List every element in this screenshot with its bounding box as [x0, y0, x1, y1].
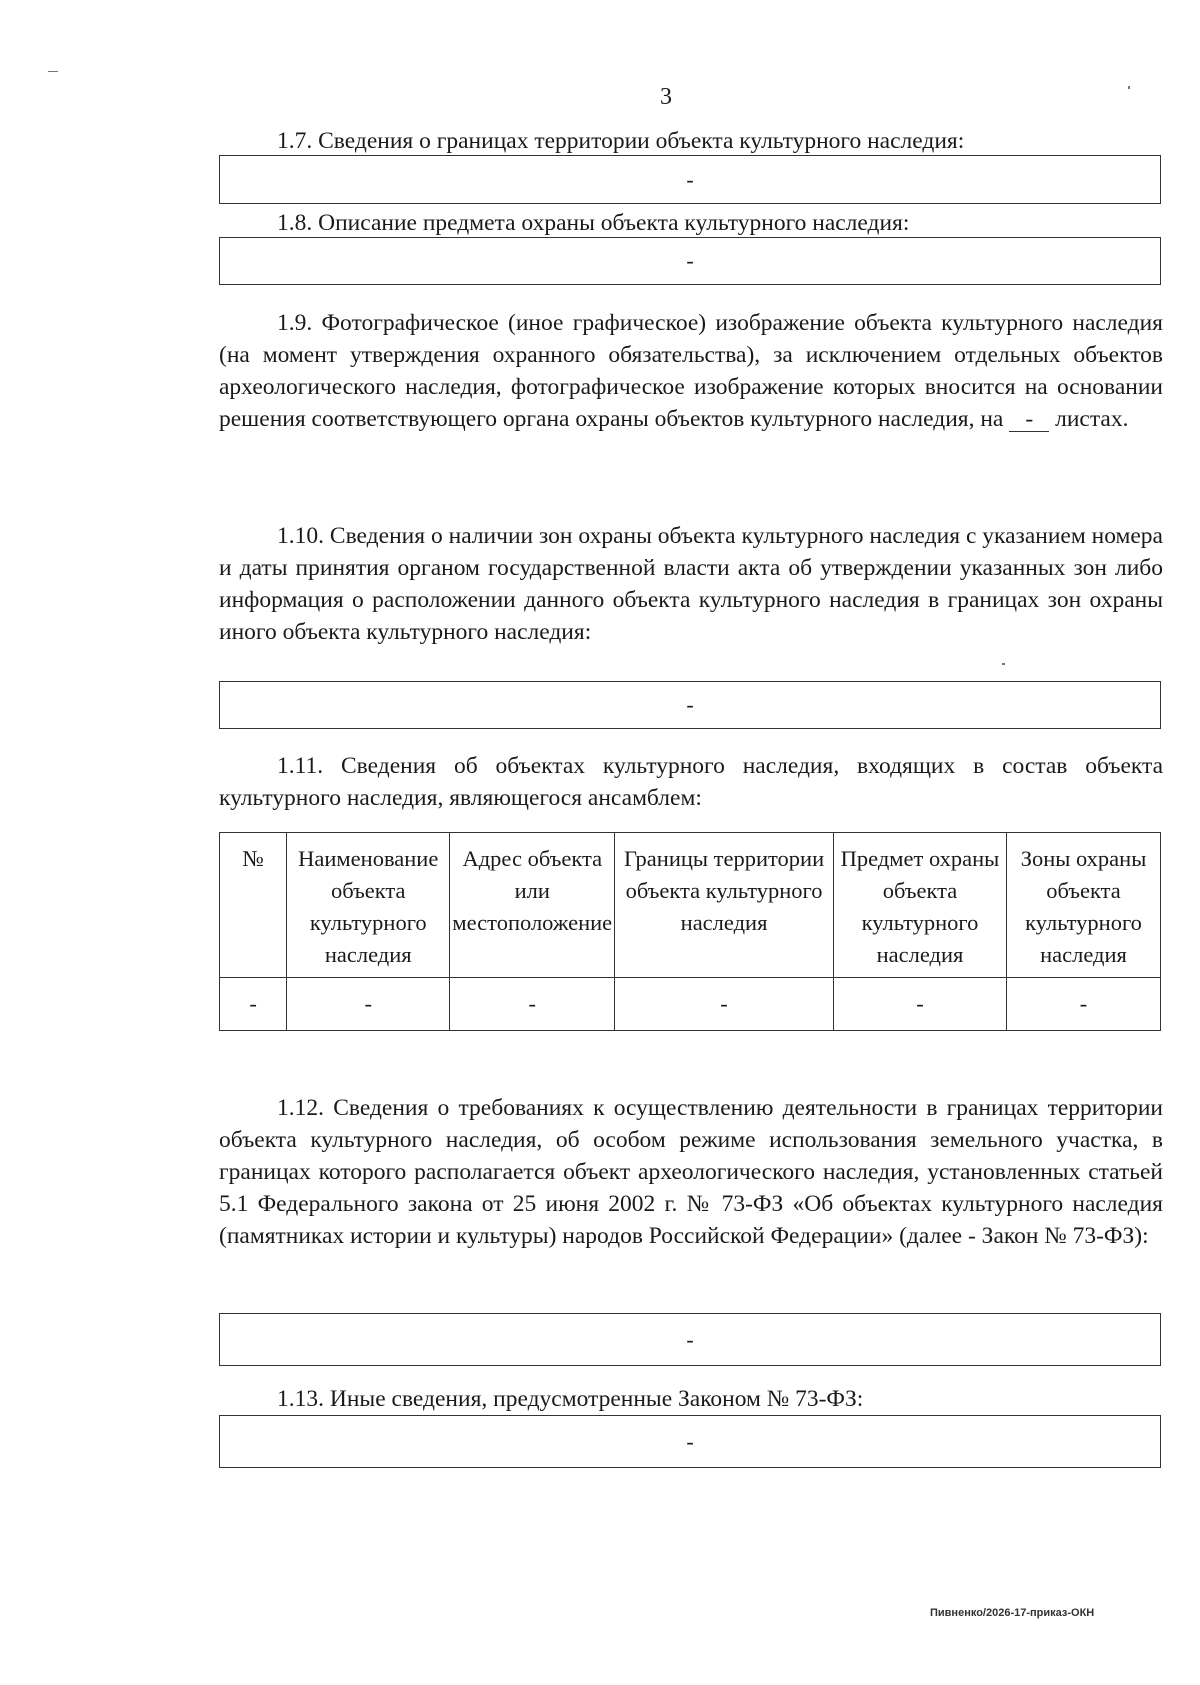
- section-1-13-box: [219, 1415, 1161, 1468]
- section-1-7-heading: 1.7. Сведения о границах территории объекта культурного наследия:: [277, 128, 965, 154]
- table-header-cell: №: [220, 833, 287, 978]
- section-1-8-heading: 1.8. Описание предмета охраны объекта культурного наследия:: [277, 210, 910, 236]
- table-header-cell: Предмет охраны объекта культурного наследия: [833, 833, 1006, 978]
- scan-speck: [1128, 86, 1130, 89]
- section-1-9-paragraph: [219, 307, 1163, 435]
- section-1-13-value: -: [686, 1428, 694, 1454]
- section-1-7-box: [219, 155, 1161, 204]
- section-1-9-sheets-value: -: [1009, 407, 1049, 432]
- scan-speck: [1002, 663, 1005, 665]
- table-cell: -: [450, 978, 615, 1031]
- section-1-13-heading: 1.13. Иные сведения, предусмотренные Законом № 73-ФЗ:: [277, 1386, 864, 1412]
- table-header-cell: Адрес объекта или местоположение: [450, 833, 615, 978]
- section-1-12-paragraph: 1.12. Сведения о требованиях к осуществлению деятельности в границах территории объекта культурного наследия, об особом режиме использования земельного участка, в границах которого располагается объект археологического наследия, установленных статьей 5.1 Федерального закона от 25 июня 2002 г. № 73-ФЗ «Об объектах культурного наследия (памятниках истории и культуры) народов Российской Федерации» (далее - Закон № 73-ФЗ):: [219, 1095, 1163, 1249]
- table-header-cell: Наименование объекта культурного наследия: [287, 833, 450, 978]
- section-1-11-paragraph: 1.11. Сведения об объектах культурного наследия, входящих в состав объекта культурного наследия, являющегося ансамблем:: [219, 753, 1163, 811]
- section-1-7-value: -: [686, 166, 694, 192]
- table-header-cell: Зоны охраны объекта культурного наследия: [1007, 833, 1161, 978]
- table-cell: -: [220, 978, 287, 1031]
- ensemble-objects-table: [219, 832, 1161, 1031]
- section-1-10-paragraph: 1.10. Сведения о наличии зон охраны объекта культурного наследия с указанием номера и даты принятия органом государственной власти акта об утверждении указанных зон либо информация о расположении данного объекта культурного наследия в границах зон охраны иного объекта культурного наследия:: [219, 523, 1163, 645]
- section-1-8-value: -: [686, 248, 694, 273]
- table-cell: -: [615, 978, 834, 1031]
- table-cell: -: [1007, 978, 1161, 1031]
- section-1-12-value: -: [686, 1326, 694, 1352]
- section-1-8-box: [219, 237, 1161, 285]
- section-1-12-box: [219, 1313, 1161, 1366]
- section-1-10-box: [219, 681, 1161, 729]
- table-cell: -: [287, 978, 450, 1031]
- section-1-10-value: -: [686, 692, 694, 717]
- scan-speck: [48, 71, 58, 72]
- table-row: [220, 978, 1161, 1031]
- table-cell: -: [833, 978, 1006, 1031]
- table-header-cell: Границы территории объекта культурного наследия: [615, 833, 834, 978]
- section-1-9-tail: листах.: [1055, 406, 1129, 432]
- page-number: 3: [660, 84, 672, 110]
- section-1-9-text: 1.9. Фотографическое (иное графическое) изображение объекта культурного наследия (на момент утверждения охранного обязательства), за исключением отдельных объектов археологического наследия, фотографическое изображение которых вносится на основании решения соответствующего органа охраны объектов культурного наследия, на: [219, 310, 1163, 432]
- table-header-row: [220, 833, 1161, 978]
- document-footer-reference: Пивненко/2026-17-приказ-ОКН: [930, 1607, 1095, 1619]
